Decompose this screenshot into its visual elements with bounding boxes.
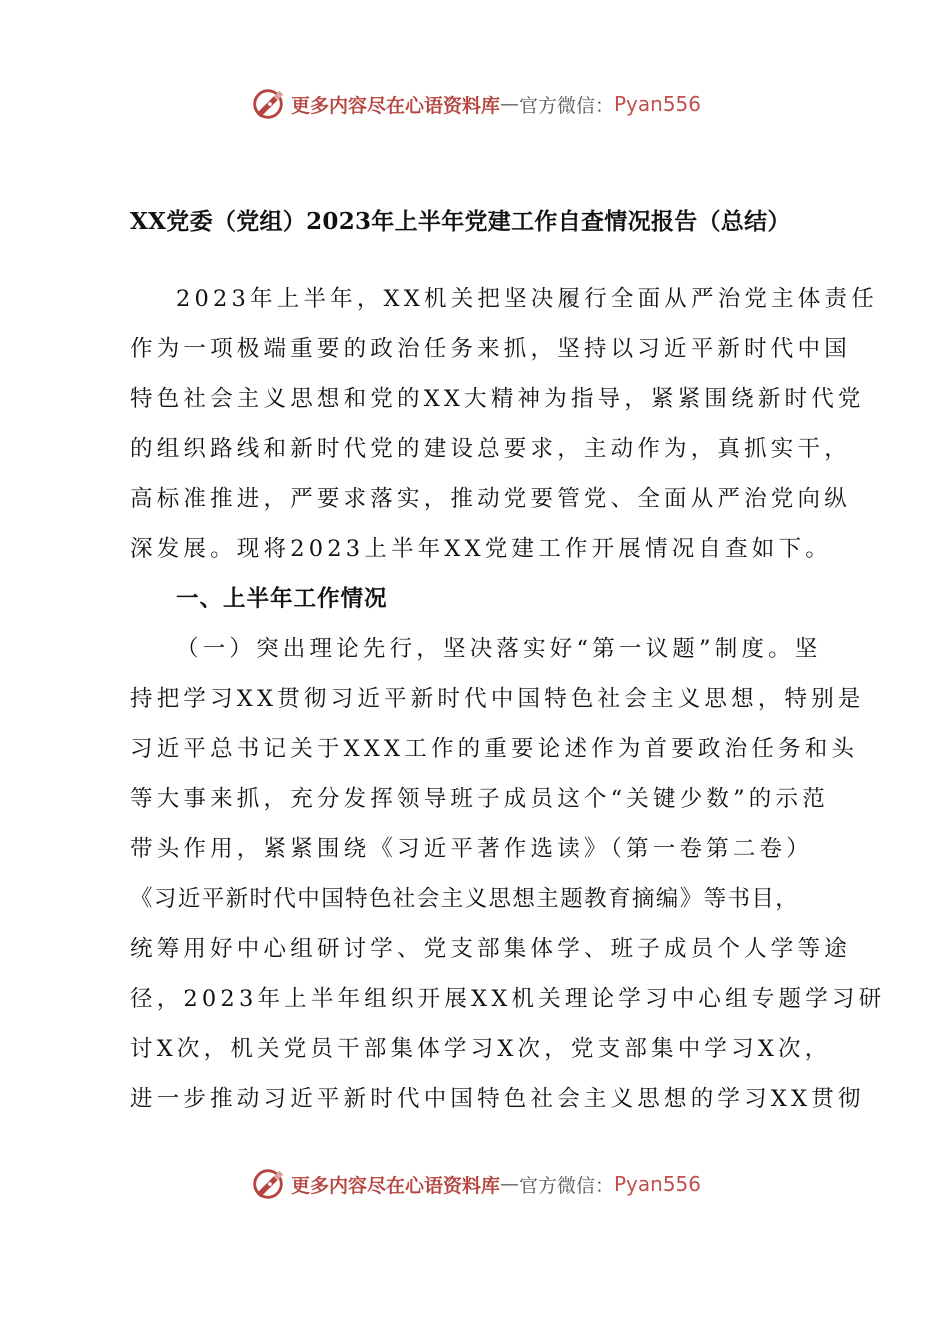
document-title: XX党委（党组）2023年上半年党建工作自查情况报告（总结） (130, 208, 791, 235)
header-watermark (0, 82, 950, 126)
body-line: 径，2023年上半年组织开展XX机关理论学习中心组专题学习研 (130, 986, 886, 1012)
watermark-wechat-id: Pyan556 (614, 1172, 702, 1196)
watermark-sub-text: 官方微信： (518, 1174, 614, 1197)
watermark-dash: — (499, 93, 519, 115)
body-line: 《习近平新时代中国特色社会主义思想主题教育摘编》等书目， (130, 886, 800, 912)
watermark-dash: — (499, 1173, 519, 1195)
body-line: 深发展。现将2023上半年XX党建工作开展情况自查如下。 (130, 536, 832, 562)
footer-watermark (0, 1162, 950, 1206)
body-line: 等大事来抓，充分发挥领导班子成员这个“关键少数”的示范 (130, 786, 829, 812)
watermark-main-text: 更多内容尽在心语资料库 (290, 94, 500, 117)
watermark-sub-text: 官方微信： (518, 94, 614, 117)
section-heading: 一、上半年工作情况 (176, 586, 388, 612)
pen-nib-logo-icon (249, 1165, 287, 1203)
body-line: 的组织路线和新时代党的建设总要求，主动作为，真抓实干， (130, 436, 851, 462)
body-line: 讨X次，机关党员干部集体学习X次，党支部集中学习X次， (130, 1036, 832, 1062)
body-line: （一）突出理论先行，坚决落实好“第一议题”制度。坚 (176, 636, 822, 662)
watermark-main-text: 更多内容尽在心语资料库 (290, 1174, 500, 1197)
body-line: 习近平总书记关于XXX工作的重要论述作为首要政治任务和头 (130, 736, 859, 762)
body-line: 作为一项极端重要的政治任务来抓，坚持以习近平新时代中国 (130, 336, 851, 362)
body-line: 2023年上半年，XX机关把坚决履行全面从严治党主体责任 (176, 286, 878, 312)
body-line: 高标准推进，严要求落实，推动党要管党、全面从严治党向纵 (130, 486, 851, 512)
body-line: 带头作用，紧紧围绕《习近平著作选读》（第一卷第二卷） (130, 836, 813, 862)
pen-nib-logo-icon (249, 85, 287, 123)
body-line: 统筹用好中心组研讨学、党支部集体学、班子成员个人学等途 (130, 936, 851, 962)
body-line: 特色社会主义思想和党的XX大精神为指导，紧紧围绕新时代党 (130, 386, 865, 412)
body-line: 持把学习XX贯彻习近平新时代中国特色社会主义思想，特别是 (130, 686, 865, 712)
document-body (130, 283, 886, 1133)
body-line: 进一步推动习近平新时代中国特色社会主义思想的学习XX贯彻 (130, 1086, 865, 1112)
watermark-wechat-id: Pyan556 (614, 92, 702, 116)
